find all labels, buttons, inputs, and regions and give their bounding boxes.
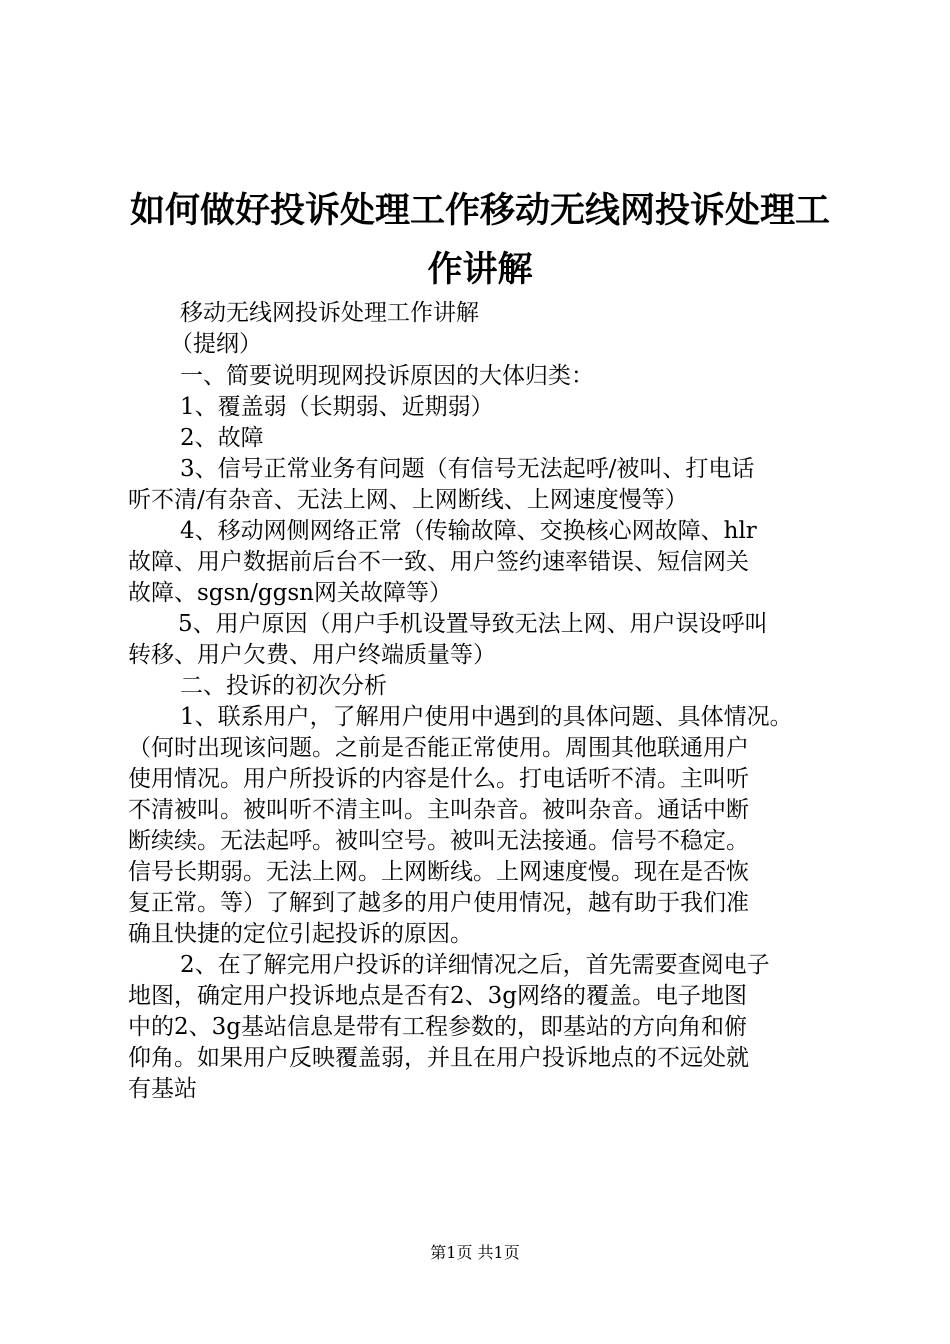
body-line: 复正常。等）了解到了越多的用户使用情况，越有助于我们准	[128, 890, 749, 916]
body-line: 一、简要说明现网投诉原因的大体归类：	[180, 363, 594, 389]
body-line: （提纲）	[170, 331, 262, 357]
body-line: 3、信号正常业务有问题（有信号无法起呼/被叫、打电话	[180, 456, 755, 482]
body-line: 故障、sgsn/ggsn网关故障等）	[128, 580, 452, 606]
body-line: 移动无线网投诉处理工作讲解	[180, 300, 479, 326]
body-line: 使用情况。用户所投诉的内容是什么。打电话听不清。主叫听	[128, 766, 749, 792]
body-line: 转移、用户欠费、用户终端质量等）	[128, 642, 496, 668]
body-line: 1、覆盖弱（长期弱、近期弱）	[180, 394, 494, 420]
body-line: 听不清/有杂音、无法上网、上网断线、上网速度慢等）	[128, 487, 688, 513]
body-line: 2、在了解完用户投诉的详细情况之后，首先需要查阅电子	[180, 952, 770, 978]
body-line: （何时出现该问题。之前是否能正常使用。周围其他联通用户	[128, 735, 749, 761]
body-line: 信号长期弱。无法上网。上网断线。上网速度慢。现在是否恢	[128, 859, 749, 885]
body-line: 5、用户原因（用户手机设置导致无法上网、用户误设呼叫	[178, 611, 768, 637]
body-line: 2、故障	[180, 425, 264, 451]
body-line: 1、联系用户，了解用户使用中遇到的具体问题、具体情况。	[180, 704, 793, 730]
document-title-line-2: 作讲解	[427, 249, 533, 290]
page-number-footer: 第1页 共1页	[430, 1243, 520, 1262]
body-line: 确且快捷的定位引起投诉的原因。	[128, 921, 473, 947]
body-line: 中的2、3g基站信息是带有工程参数的，即基站的方向角和俯	[128, 1014, 747, 1040]
body-line: 地图，确定用户投诉地点是否有2、3g网络的覆盖。电子地图	[128, 983, 747, 1009]
body-line: 仰角。如果用户反映覆盖弱，并且在用户投诉地点的不远处就	[128, 1045, 749, 1071]
body-line: 有基站	[128, 1076, 197, 1102]
body-line: 二、投诉的初次分析	[180, 673, 387, 699]
body-line: 4、移动网侧网络正常（传输故障、交换核心网故障、hlr	[180, 518, 757, 544]
document-title-line-1: 如何做好投诉处理工作移动无线网投诉处理工	[129, 190, 830, 231]
body-line: 不清被叫。被叫听不清主叫。主叫杂音。被叫杂音。通话中断	[128, 797, 749, 823]
body-line: 故障、用户数据前后台不一致、用户签约速率错误、短信网关	[128, 549, 749, 575]
body-line: 断续续。无法起呼。被叫空号。被叫无法接通。信号不稳定。	[128, 828, 749, 854]
